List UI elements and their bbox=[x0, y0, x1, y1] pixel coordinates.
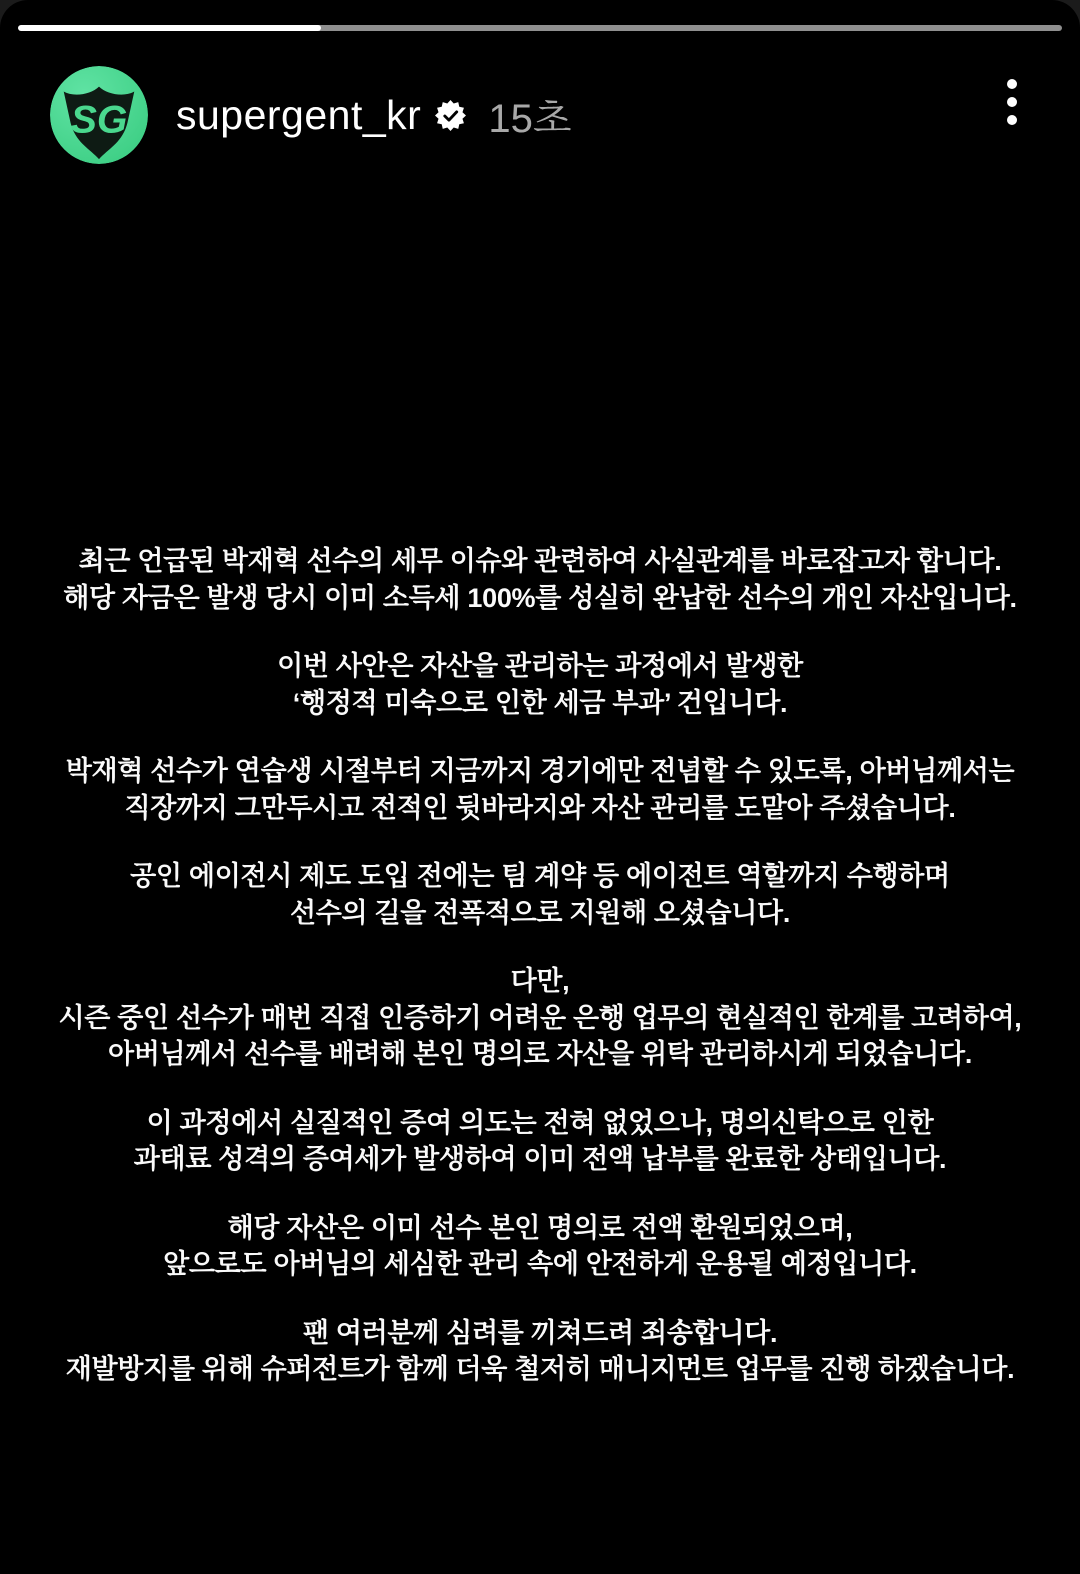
story-paragraph: 공인 에이전시 제도 도입 전에는 팀 계약 등 에이전트 역할까지 수행하며 선수의 길을 전폭적으로 지원해 오셨습니다. bbox=[130, 861, 950, 928]
story-progress-fill bbox=[18, 25, 321, 31]
statement-text bbox=[28, 543, 1052, 1388]
avatar[interactable] bbox=[50, 66, 148, 164]
story-paragraph: 최근 언급된 박재혁 선수의 세무 이슈와 관련하여 사실관계를 바로잡고자 합니다. 해당 자금은 발생 당시 이미 소득세 100%를 성실히 완납한 선수의 개인 자산입니다. bbox=[63, 546, 1017, 613]
verified-badge-icon bbox=[435, 100, 466, 131]
story-header bbox=[50, 66, 960, 164]
kebab-dot bbox=[1007, 97, 1017, 107]
kebab-dot bbox=[1007, 79, 1017, 89]
story-paragraph: 다만, 시즌 중인 선수가 매번 직접 인증하기 어려운 은행 업무의 현실적인 한계를 고려하여, 아버님께서 선수를 배려해 본인 명의로 자산을 위탁 관리하시게 되었습니다. bbox=[58, 966, 1022, 1069]
story-timestamp: 15초 bbox=[488, 96, 572, 141]
story-progress-bar bbox=[18, 25, 1062, 31]
more-options-icon[interactable] bbox=[1007, 79, 1017, 125]
username[interactable]: supergent_kr bbox=[176, 91, 422, 138]
story-paragraph: 이 과정에서 실질적인 증여 의도는 전혀 없었으나, 명의신탁으로 인한 과태료 성격의 증여세가 발생하여 이미 전액 납부를 완료한 상태입니다. bbox=[133, 1107, 947, 1174]
story-paragraph: 박재혁 선수가 연습생 시절부터 지금까지 경기에만 전념할 수 있도록, 아버님께서는 직장까지 그만두시고 전적인 뒷바라지와 자산 관리를 도맡아 주셨습니다. bbox=[65, 756, 1015, 823]
story-paragraph: 이번 사안은 자산을 관리하는 과정에서 발생한 ‘행정적 미숙으로 인한 세금 부과’ 건입니다. bbox=[277, 651, 803, 718]
kebab-dot bbox=[1007, 115, 1017, 125]
story-paragraph: 해당 자산은 이미 선수 본인 명의로 전액 환원되었으며, 앞으로도 아버님의 세심한 관리 속에 안전하게 운용될 예정입니다. bbox=[163, 1212, 917, 1279]
story-paragraph: 팬 여러분께 심려를 끼쳐드려 죄송합니다. 재발방지를 위해 슈퍼전트가 함께 더욱 철저히 매니지먼트 업무를 진행 하겠습니다. bbox=[65, 1317, 1015, 1384]
svg-text:SG: SG bbox=[70, 98, 128, 142]
